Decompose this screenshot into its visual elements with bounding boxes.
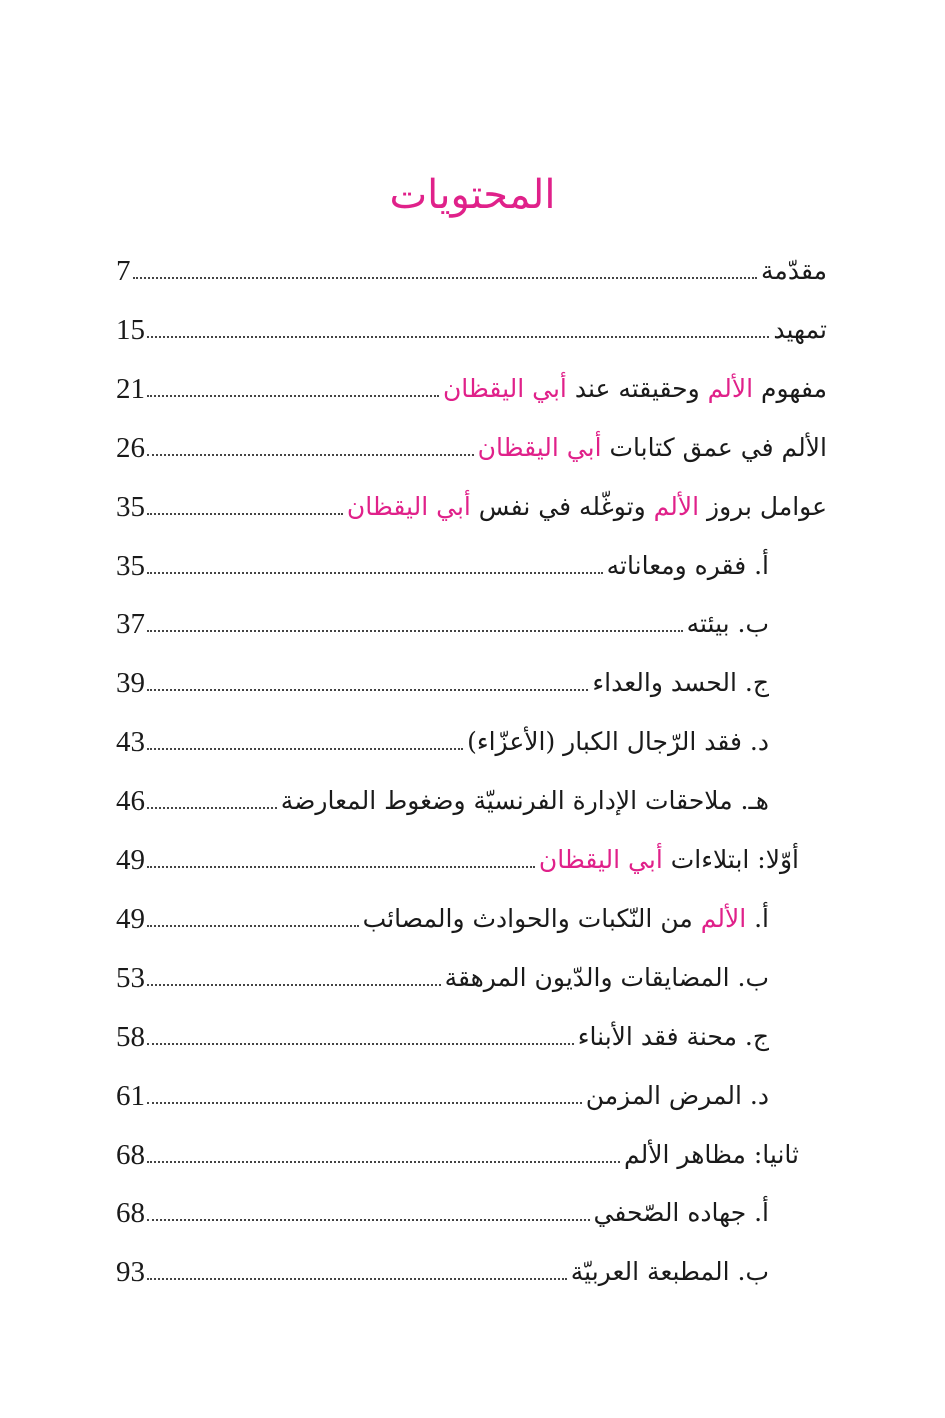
toc-entry[interactable]	[116, 543, 769, 583]
toc-entry[interactable]	[116, 484, 827, 524]
dot-leader	[147, 1043, 574, 1045]
page-number: 46	[116, 785, 145, 817]
toc-entry[interactable]	[116, 660, 769, 700]
title-text: أ. فقره ومعاناته	[606, 551, 769, 580]
title-text: وحقيقته عند	[566, 374, 708, 403]
toc-entry[interactable]	[116, 1249, 769, 1289]
page-number: 61	[116, 1080, 145, 1112]
dot-leader	[147, 1161, 620, 1163]
toc-entry-title	[771, 313, 827, 347]
title-text: أوّلا: ابتلاءات	[662, 845, 799, 874]
page-number: 53	[116, 962, 145, 994]
toc-entry-title	[443, 961, 769, 995]
title-text: مقدّمة	[761, 256, 827, 285]
toc-entry[interactable]	[116, 1073, 769, 1113]
dot-leader	[147, 1219, 590, 1221]
title-text: ب. المضايقات والدّيون المرهقة	[444, 963, 769, 992]
page-number: 93	[116, 1256, 145, 1288]
toc-entry-title	[590, 666, 769, 700]
toc-entry-title	[361, 902, 769, 936]
title-text: ج. الحسد والعداء	[592, 668, 769, 697]
highlighted-term: أبي اليقظان	[346, 492, 471, 521]
page-title: المحتويات	[389, 172, 556, 218]
toc-entry[interactable]	[116, 366, 827, 406]
title-text: مفهوم	[753, 374, 827, 403]
page-number: 21	[116, 373, 145, 405]
dot-leader	[147, 1278, 567, 1280]
toc-entry[interactable]	[116, 719, 769, 759]
title-text: من النّكبات والحوادث والمصائب	[362, 904, 701, 933]
toc-entry[interactable]	[116, 896, 769, 936]
highlighted-term: الألم	[700, 904, 747, 933]
dot-leader	[147, 689, 588, 691]
title-text: ب. بيئته	[686, 609, 769, 638]
title-text: الألم في عمق كتابات	[601, 433, 827, 462]
toc-entry[interactable]	[116, 778, 769, 818]
page-number: 35	[116, 491, 145, 523]
page-number: 39	[116, 667, 145, 699]
toc-entry-title	[345, 490, 827, 524]
page-number: 49	[116, 844, 145, 876]
title-text: ج. محنة فقد الأبناء	[577, 1022, 769, 1051]
dot-leader	[147, 1102, 582, 1104]
dot-leader	[133, 277, 758, 279]
highlighted-term: أبي اليقظان	[442, 374, 567, 403]
toc-entry[interactable]	[116, 248, 827, 288]
dot-leader	[147, 925, 359, 927]
page-number: 37	[116, 608, 145, 640]
page-number: 68	[116, 1197, 145, 1229]
toc-entry[interactable]	[116, 1014, 769, 1054]
toc-entry[interactable]	[116, 425, 827, 465]
toc-entry-title	[592, 1196, 769, 1230]
dot-leader	[147, 866, 535, 868]
toc-entry-title	[605, 549, 769, 583]
page-number: 35	[116, 550, 145, 582]
title-text: عوامل بروز	[699, 492, 827, 521]
page-number: 49	[116, 903, 145, 935]
toc-entry[interactable]	[116, 1190, 769, 1230]
title-text: أ. جهاده الصّحفي	[593, 1198, 769, 1227]
toc-entry-title	[476, 431, 827, 465]
highlighted-term: الألم	[707, 374, 754, 403]
toc-entry-title	[576, 1020, 769, 1054]
highlighted-term: أبي اليقظان	[477, 433, 602, 462]
toc-entry-title	[685, 607, 769, 641]
dot-leader	[147, 572, 603, 574]
toc-entry[interactable]	[116, 601, 769, 641]
title-text: ب. المطبعة العربيّة	[570, 1257, 769, 1286]
page-number: 58	[116, 1021, 145, 1053]
dot-leader	[147, 984, 441, 986]
title-text: د. فقد الرّجال الكبار (الأعزّاء)	[467, 727, 769, 756]
toc-entry-title	[569, 1255, 769, 1289]
toc-entry[interactable]	[116, 307, 827, 347]
page-number: 7	[116, 255, 131, 287]
title-text: هـ. ملاحقات الإدارة الفرنسيّة وضغوط المعارضة	[280, 786, 769, 815]
title-text: ثانيا: مظاهر الألم	[624, 1140, 799, 1169]
toc-entry-title	[279, 784, 769, 818]
title-text: وتوغّله في نفس	[470, 492, 654, 521]
dot-leader	[147, 513, 343, 515]
dot-leader	[147, 748, 463, 750]
title-text: تمهيد	[773, 315, 827, 344]
highlighted-term: الألم	[653, 492, 700, 521]
dot-leader	[147, 807, 277, 809]
toc-entry-title	[465, 725, 769, 759]
toc-entry-title	[622, 1138, 799, 1172]
title-text: د. المرض المزمن	[585, 1081, 769, 1110]
title-text: أ.	[746, 904, 769, 933]
dot-leader	[147, 630, 683, 632]
dot-leader	[147, 395, 439, 397]
toc-entry-title	[584, 1079, 769, 1113]
highlighted-term: أبي اليقظان	[538, 845, 663, 874]
toc-entry[interactable]	[116, 837, 799, 877]
dot-leader	[147, 336, 769, 338]
toc-entry[interactable]	[116, 1132, 799, 1172]
toc-entry-title	[759, 254, 827, 288]
page-number: 26	[116, 432, 145, 464]
toc-entry-title	[441, 372, 827, 406]
page-number: 43	[116, 726, 145, 758]
page-number: 15	[116, 314, 145, 346]
dot-leader	[147, 454, 474, 456]
page-number: 68	[116, 1139, 145, 1171]
toc-entry[interactable]	[116, 955, 769, 995]
toc-entry-title	[537, 843, 799, 877]
